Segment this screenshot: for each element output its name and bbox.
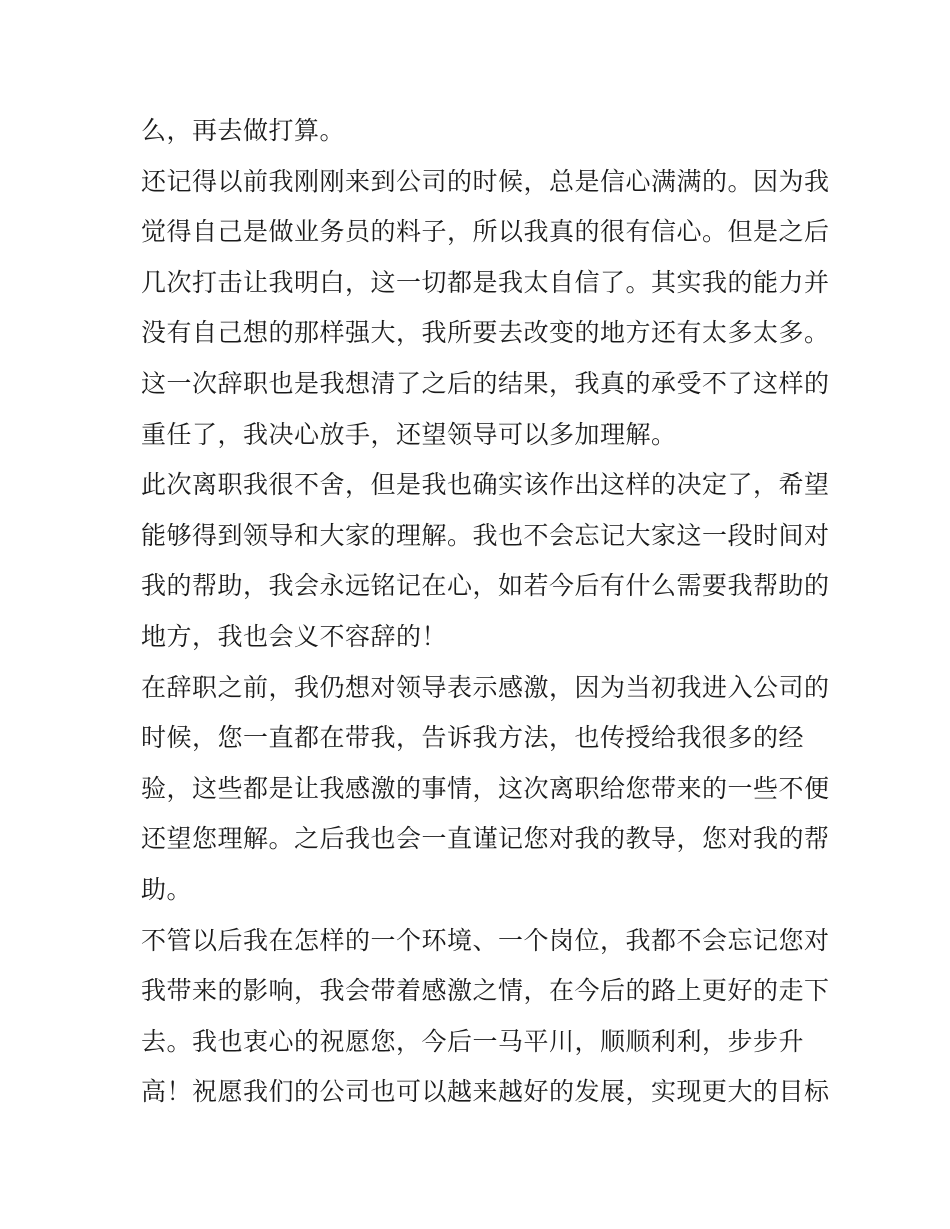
text-line: 这一次辞职也是我想清了之后的结果，我真的承受不了这样的 — [141, 368, 830, 398]
text-line: 高！祝愿我们的公司也可以越来越好的发展，实现更大的目标 — [141, 1077, 830, 1107]
text-line: 助。 — [141, 874, 193, 904]
text-line: 么，再去做打算。 — [141, 116, 346, 145]
text-line: 在辞职之前，我仍想对领导表示感激，因为当初我进入公司的 — [141, 672, 830, 702]
text-line: 我的帮助，我会永远铭记在心，如若今后有什么需要我帮助的 — [141, 571, 830, 601]
text-line: 地方，我也会义不容辞的！ — [141, 621, 448, 651]
text-line: 没有自己想的那样强大，我所要去改变的地方还有太多太多。 — [141, 318, 830, 348]
letter-body — [141, 106, 830, 1118]
text-line: 时候，您一直都在带我，告诉我方法，也传授给我很多的经 — [141, 723, 805, 753]
text-line: 还记得以前我刚刚来到公司的时候，总是信心满满的。因为我 — [141, 166, 830, 196]
text-line: 重任了，我决心放手，还望领导可以多加理解。 — [141, 419, 677, 449]
text-line: 此次离职我很不舍，但是我也确实该作出这样的决定了，希望 — [141, 470, 830, 500]
text-line: 觉得自己是做业务员的料子，所以我真的很有信心。但是之后 — [141, 217, 830, 247]
text-line: 去。我也衷心的祝愿您，今后一马平川，顺顺利利，步步升 — [141, 1026, 805, 1056]
text-line: 不管以后我在怎样的一个环境、一个岗位，我都不会忘记您对 — [141, 925, 830, 955]
text-line: 验，这些都是让我感激的事情，这次离职给您带来的一些不便 — [141, 773, 830, 803]
text-line: 还望您理解。之后我也会一直谨记您对我的教导，您对我的帮 — [141, 824, 830, 854]
text-line: 能够得到领导和大家的理解。我也不会忘记大家这一段时间对 — [141, 520, 830, 550]
text-line: 几次打击让我明白，这一切都是我太自信了。其实我的能力并 — [141, 267, 830, 297]
text-line: 我带来的影响，我会带着感激之情，在今后的路上更好的走下 — [141, 976, 830, 1006]
